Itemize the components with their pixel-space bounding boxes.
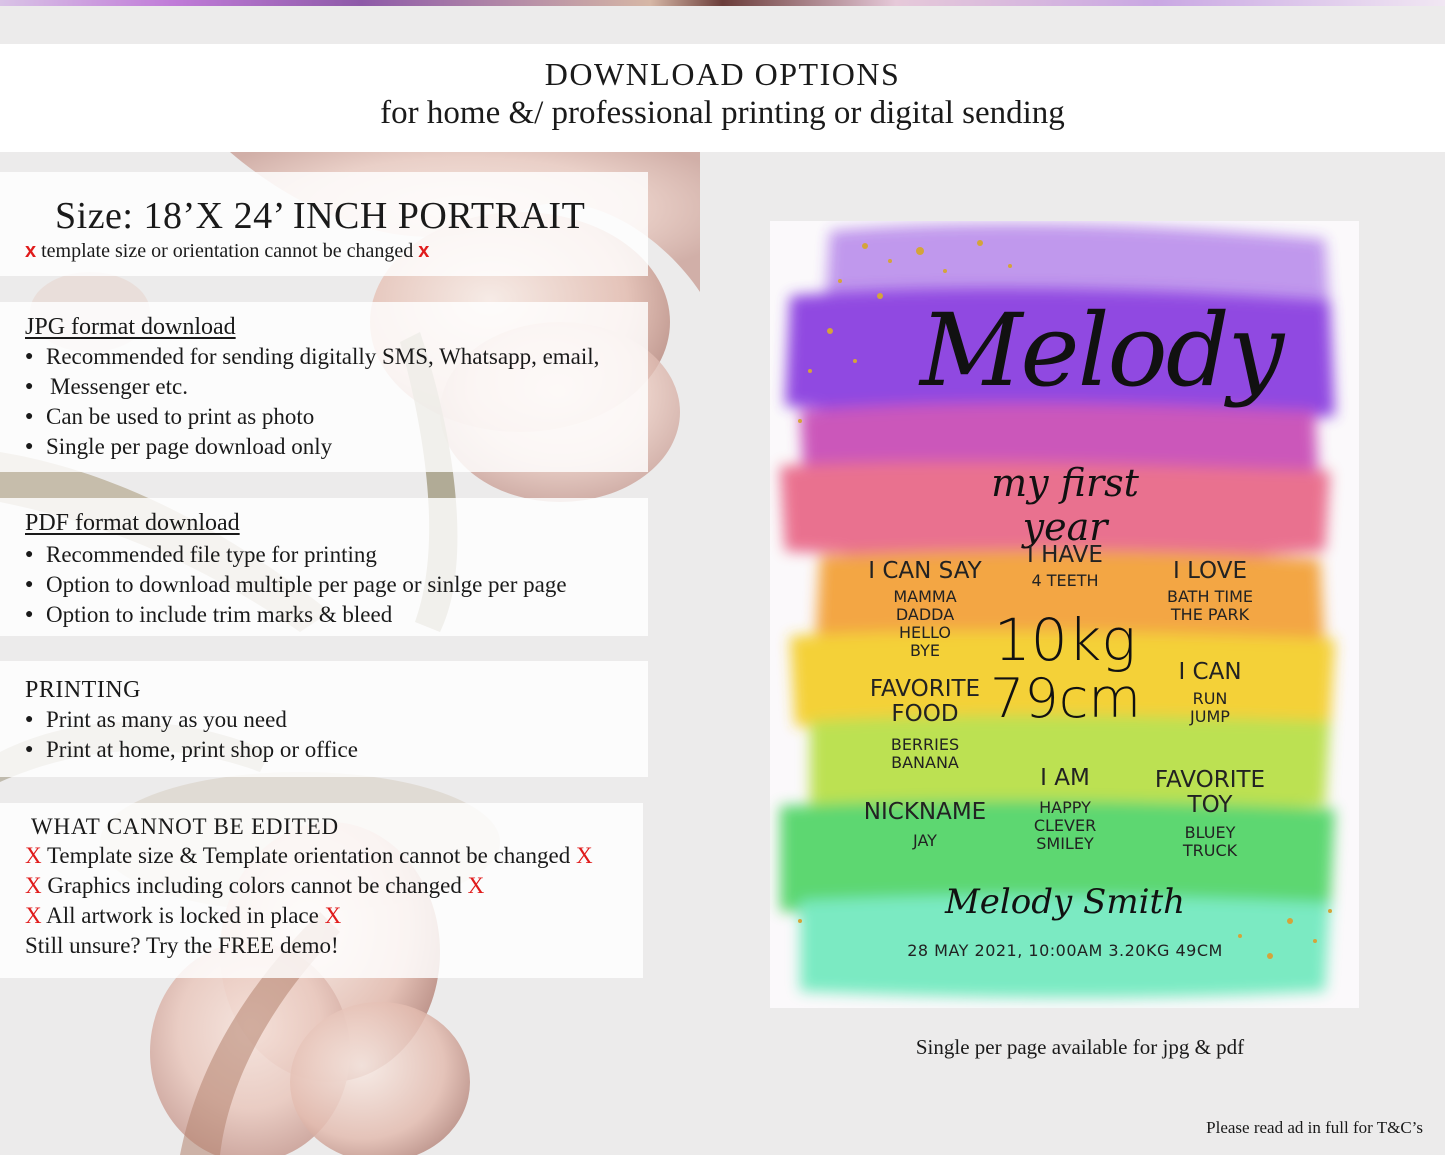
favorite-food-heading xyxy=(845,677,1005,727)
i-am-values xyxy=(995,799,1135,853)
top-image-strip xyxy=(0,0,1445,6)
i-have-heading: I HAVE xyxy=(1027,542,1103,568)
list-item: ● Option to download multiple per page or sinlge per page xyxy=(25,570,648,600)
poster-value: HELLO xyxy=(899,623,951,642)
x-mark-icon: X xyxy=(25,873,42,898)
x-mark-icon: X xyxy=(25,843,42,868)
list-item: ● Recommended file type for printing xyxy=(25,540,648,570)
poster-name: Melody xyxy=(920,292,1283,409)
x-mark-icon: X xyxy=(467,873,485,898)
poster-value: THE PARK xyxy=(1170,605,1250,624)
poster-caption: Single per page available for jpg & pdf xyxy=(915,1035,1245,1059)
printing-title: PRINTING xyxy=(25,677,141,703)
pdf-panel xyxy=(0,498,648,636)
list-item: ● Print as many as you need xyxy=(25,705,648,735)
cannot-edit-text: Template size & Template orientation cannot be changed xyxy=(46,843,571,868)
size-note xyxy=(25,240,429,263)
list-item: ● Print at home, print shop or office xyxy=(25,735,648,765)
page-title: DOWNLOAD OPTIONS xyxy=(544,56,901,92)
jpg-title: JPG format download xyxy=(25,314,236,340)
poster-value: BANANA xyxy=(891,753,959,772)
cannot-edit-text: All artwork is locked in place xyxy=(46,903,319,928)
list-item: ● Recommended for sending digitally SMS, Whatsapp, email, xyxy=(25,342,648,372)
printing-panel xyxy=(0,661,648,777)
nickname-heading: NICKNAME xyxy=(863,799,987,825)
poster-value: BERRIES xyxy=(890,735,960,754)
poster-heading-line: TOY xyxy=(1187,792,1233,818)
x-mark-icon: X xyxy=(25,903,42,928)
favorite-toy-heading xyxy=(1135,768,1285,818)
poster-value: MAMMA xyxy=(893,587,957,606)
poster-weight: 10kg xyxy=(993,606,1137,674)
list-item: ● Can be used to print as photo xyxy=(25,402,648,432)
size-title: Size: 18’X 24’ INCH PORTRAIT xyxy=(55,195,586,237)
header-band xyxy=(0,44,1445,152)
x-mark-icon: x xyxy=(418,240,430,262)
poster-height: 79cm xyxy=(990,667,1142,730)
poster-subtitle: my first year xyxy=(991,461,1139,549)
jpg-list xyxy=(25,342,648,462)
demo-prompt: Still unsure? Try the FREE demo! xyxy=(25,933,339,958)
poster-value: JUMP xyxy=(1190,707,1230,726)
x-mark-icon: X xyxy=(575,843,593,868)
favorite-food-values xyxy=(865,736,985,772)
size-panel xyxy=(0,172,648,276)
terms-footnote: Please read ad in full for T&C’s xyxy=(1206,1118,1423,1137)
i-can-say-heading: I CAN SAY xyxy=(868,558,982,584)
cannot-edit-panel xyxy=(0,803,643,978)
poster-heading-line: FAVORITE xyxy=(869,676,981,702)
cannot-edit-text: Graphics including colors cannot be changed xyxy=(47,873,462,898)
list-item: ● Single per page download only xyxy=(25,432,648,462)
poster-value: SMILEY xyxy=(1036,834,1094,853)
pdf-list xyxy=(25,540,648,630)
cannot-edit-title: WHAT CANNOT BE EDITED xyxy=(31,814,339,839)
poster-value: DADDA xyxy=(895,605,955,624)
poster-value: TRUCK xyxy=(1182,841,1238,860)
i-can-values xyxy=(1140,690,1280,726)
poster-value: BYE xyxy=(910,641,940,660)
page-subtitle: for home &/ professional printing or digital sending xyxy=(380,95,1065,131)
poster-heading-line: FAVORITE xyxy=(1154,767,1266,793)
i-am-heading: I AM xyxy=(1040,765,1090,791)
cannot-edit-line xyxy=(25,871,643,901)
poster-value: BLUEY xyxy=(1184,823,1236,842)
size-note-text: template size or orientation cannot be changed xyxy=(41,240,414,262)
printing-list xyxy=(25,705,648,765)
list-item: ● Option to include trim marks & bleed xyxy=(25,600,648,630)
i-have-value: 4 TEETH xyxy=(1031,571,1099,590)
nickname-value: JAY xyxy=(913,831,937,850)
poster-preview xyxy=(770,221,1359,1008)
poster-value: RUN xyxy=(1192,689,1228,708)
poster-value: BATH TIME xyxy=(1167,587,1253,606)
poster-birth-details: 28 MAY 2021, 10:00AM 3.20KG 49CM xyxy=(907,941,1223,960)
pdf-title: PDF format download xyxy=(25,510,240,536)
x-mark-icon: X xyxy=(324,903,342,928)
i-love-values xyxy=(1140,588,1280,624)
poster-value: CLEVER xyxy=(1033,816,1097,835)
poster-heading-line: FOOD xyxy=(891,701,959,727)
i-love-heading: I LOVE xyxy=(1172,558,1248,584)
poster-full-name: Melody Smith xyxy=(944,882,1186,922)
jpg-panel xyxy=(0,302,648,472)
cannot-edit-line xyxy=(25,841,643,871)
poster-value: HAPPY xyxy=(1039,798,1091,817)
i-can-heading: I CAN xyxy=(1178,659,1242,685)
cannot-edit-line xyxy=(25,901,643,931)
favorite-toy-values xyxy=(1140,824,1280,860)
x-mark-icon: x xyxy=(25,240,37,262)
i-can-say-values xyxy=(865,588,985,660)
list-item-continued: ● Messenger etc. xyxy=(25,372,648,402)
